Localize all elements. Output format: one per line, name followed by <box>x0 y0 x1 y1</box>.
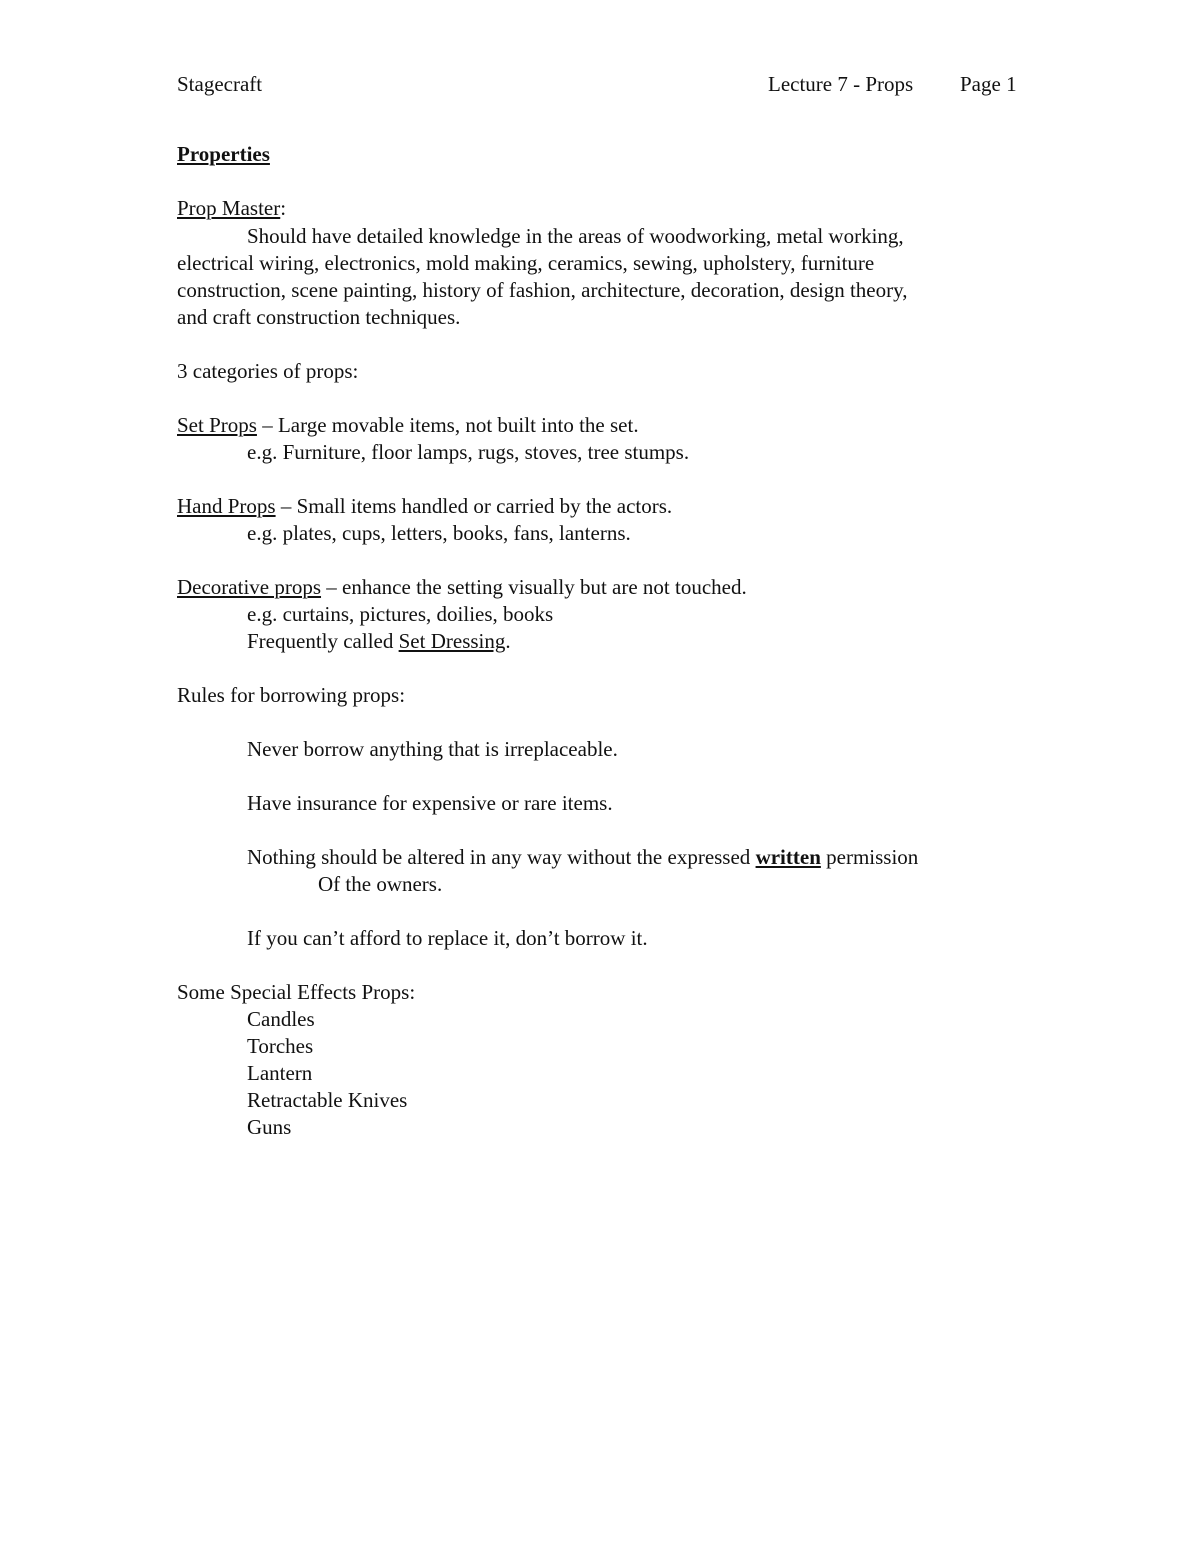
rule-item: Never borrow anything that is irreplaceable. <box>247 737 618 761</box>
decorative-props-definition <box>177 574 747 601</box>
special-effects-heading: Some Special Effects Props: <box>177 980 416 1004</box>
prop-master-colon: : <box>280 196 287 220</box>
decorative-props-term: Decorative props <box>177 575 322 599</box>
rule3-suffix: permission <box>820 845 919 869</box>
set-dressing-term: Set Dressing <box>398 629 506 653</box>
prop-master-line: Should have detailed knowledge in the areas of woodworking, metal working, <box>247 224 904 248</box>
header-page-number: Page 1 <box>960 72 1017 96</box>
categories-heading: 3 categories of props: <box>177 359 359 383</box>
decorative-props-text: – enhance the setting visually but are not touched. <box>321 575 747 599</box>
rule-item: Have insurance for expensive or rare items. <box>247 791 613 815</box>
prop-master-line: electrical wiring, electronics, mold making, ceramics, sewing, upholstery, furniture <box>177 251 875 275</box>
hand-props-definition <box>177 493 672 520</box>
set-dressing-prefix: Frequently called <box>247 629 399 653</box>
special-effects-item: Torches <box>247 1034 314 1058</box>
set-props-term: Set Props <box>177 413 257 437</box>
prop-master-line: and craft construction techniques. <box>177 305 461 329</box>
hand-props-example: e.g. plates, cups, letters, books, fans, lanterns. <box>247 521 631 545</box>
header-lecture: Lecture 7 - Props <box>768 72 914 96</box>
header-course: Stagecraft <box>177 72 263 96</box>
special-effects-item: Candles <box>247 1007 315 1031</box>
set-dressing-note <box>247 628 511 655</box>
set-props-example: e.g. Furniture, floor lamps, rugs, stoves, tree stumps. <box>247 440 690 464</box>
rule-item <box>247 844 918 871</box>
special-effects-item: Retractable Knives <box>247 1088 408 1112</box>
rule3-continuation: Of the owners. <box>318 872 443 896</box>
prop-master-heading <box>177 195 286 222</box>
prop-master-label: Prop Master <box>177 196 281 220</box>
hand-props-term: Hand Props <box>177 494 276 518</box>
set-dressing-suffix: . <box>505 629 511 653</box>
set-props-text: – Large movable items, not built into the set. <box>256 413 639 437</box>
set-props-definition <box>177 412 639 439</box>
prop-master-line: construction, scene painting, history of fashion, architecture, decoration, design theory, <box>177 278 908 302</box>
rules-heading: Rules for borrowing props: <box>177 683 406 707</box>
rule-item: If you can’t afford to replace it, don’t borrow it. <box>247 926 648 950</box>
special-effects-item: Lantern <box>247 1061 313 1085</box>
special-effects-item: Guns <box>247 1115 292 1139</box>
hand-props-text: – Small items handled or carried by the actors. <box>275 494 673 518</box>
decorative-props-example: e.g. curtains, pictures, doilies, books <box>247 602 554 626</box>
page-title: Properties <box>177 142 270 166</box>
rule3-emphasis: written <box>755 845 821 869</box>
rule3-prefix: Nothing should be altered in any way without the expressed <box>247 845 756 869</box>
